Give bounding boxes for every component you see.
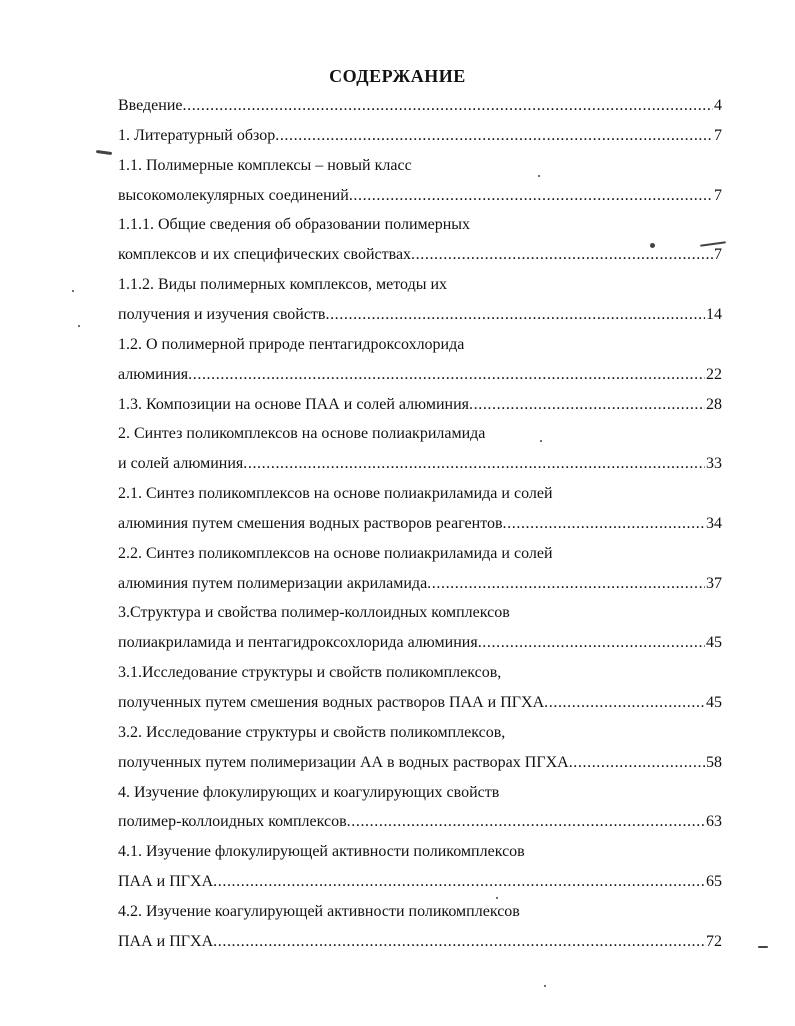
toc-line	[118, 930, 722, 954]
toc-entry-text: 3.Структура и свойства полимер-коллоидных комплексов	[118, 604, 510, 622]
dot-leader	[349, 184, 713, 208]
toc-entry-text: алюминия путем смешения водных растворов реагентов	[118, 514, 503, 532]
toc-line	[118, 184, 722, 208]
dot-leader	[569, 751, 705, 775]
toc-entry-text: полученных путем смешения водных растворов ПАА и ПГХА	[118, 694, 545, 711]
toc-entry-text: 1.2. О полимерной природе пентагидроксохлорида	[118, 335, 465, 353]
toc-entry-text: получения и изучения свойств	[118, 305, 326, 323]
toc-page-number: 28	[706, 395, 722, 413]
dot-leader	[469, 393, 705, 417]
dot-leader	[411, 243, 713, 267]
toc-entry-text: 4.1. Изучение флокулирующей активности поликомплексов	[118, 843, 525, 861]
toc-entry-text: 3.1.Исследование структуры и свойств поликомплексов,	[118, 664, 502, 682]
toc-entry-text: ПАА и ПГХА	[118, 873, 214, 891]
toc-entry-text: высокомолекулярных соединений	[118, 186, 349, 204]
toc-entry-text: ПАА и ПГХА	[118, 932, 214, 950]
toc-entry-text: 1. Литературный обзор	[118, 126, 276, 144]
toc-line	[118, 900, 722, 924]
toc-entry-text: 1.3. Композиции на основе ПАА и солей алюминия	[118, 395, 470, 413]
scan-speck	[538, 175, 540, 177]
toc-page-number: 7	[714, 126, 722, 144]
scan-speck	[72, 290, 74, 292]
toc-line	[118, 840, 722, 864]
toc-entry-text: полимер-коллоидных комплексов	[118, 813, 347, 831]
toc-page-number: 22	[706, 365, 722, 383]
toc-line	[118, 333, 722, 357]
scan-speck	[96, 150, 112, 155]
toc-line	[118, 572, 722, 596]
toc-line	[118, 661, 722, 685]
toc-page-number: 37	[706, 574, 722, 592]
dot-leader	[325, 303, 705, 327]
dot-leader	[213, 870, 705, 894]
toc-page-number: 33	[706, 455, 722, 473]
toc-page-number: 63	[706, 813, 722, 831]
toc-entry-text: 2. Синтез поликомплексов на основе полиакриламида	[118, 425, 486, 443]
toc-line	[118, 482, 722, 506]
toc-entry-text: комплексов и их специфических свойствах	[118, 246, 412, 264]
toc-line	[118, 452, 722, 476]
toc-line	[118, 422, 722, 446]
toc-line	[118, 94, 722, 118]
dot-leader	[213, 930, 705, 954]
dot-leader	[427, 572, 705, 596]
toc-line	[118, 781, 722, 805]
toc-line	[118, 870, 722, 894]
toc-entry-text: алюминия	[118, 365, 189, 383]
toc-line	[118, 751, 722, 775]
toc-entry-text: 1.1. Полимерные комплексы – новый класс	[118, 156, 412, 174]
scan-speck	[496, 897, 498, 899]
toc-entry-text: Введение	[118, 97, 183, 114]
scan-speck	[544, 985, 546, 987]
toc-line	[118, 691, 722, 715]
toc-entry-text: 3.2. Исследование структуры и свойств поликомплексов,	[118, 723, 506, 741]
toc-page-number: 72	[706, 932, 722, 950]
toc-page-number: 45	[706, 694, 722, 711]
scan-speck	[78, 325, 80, 327]
dot-leader	[275, 124, 713, 148]
dot-leader	[544, 691, 705, 715]
toc-page-number: 7	[714, 186, 722, 204]
page-title: СОДЕРЖАНИЕ	[329, 66, 466, 86]
dot-leader	[183, 94, 714, 118]
toc-entry-text: 1.1.1. Общие сведения об образовании полимерных	[118, 216, 471, 234]
dot-leader	[188, 363, 705, 387]
toc-entry-text: полученных путем полимеризации АА в водных растворах ПГХА	[118, 753, 569, 771]
toc-entry-text: алюминия путем полимеризации акриламида	[118, 574, 428, 592]
toc-page-number: 14	[706, 305, 722, 323]
toc-entry-text: и солей алюминия	[118, 455, 244, 473]
toc-entry-text: 4.2. Изучение коагулирующей активности поликомплексов	[118, 902, 520, 920]
toc-line	[118, 273, 722, 297]
scan-speck	[758, 946, 768, 948]
toc-page-number: 65	[706, 873, 722, 891]
dot-leader	[503, 512, 705, 536]
toc-entry-text: 1.1.2. Виды полимерных комплексов, методы их	[118, 276, 448, 294]
toc-page-number: 45	[706, 634, 722, 652]
toc-line	[118, 601, 722, 625]
toc-page-number: 58	[706, 753, 722, 771]
toc-entry-text: 2.2. Синтез поликомплексов на основе полиакриламида и солей	[118, 544, 553, 562]
toc-line	[118, 631, 722, 655]
toc-line	[118, 243, 722, 267]
toc-page-number: 7	[714, 246, 722, 264]
toc-line	[118, 154, 722, 178]
toc-line	[118, 303, 722, 327]
toc-line	[118, 512, 722, 536]
toc-entry-text: 4. Изучение флокулирующих и коагулирующих свойств	[118, 783, 500, 801]
toc-entry-text: 2.1. Синтез поликомплексов на основе полиакриламида и солей	[118, 485, 553, 503]
toc-line	[118, 363, 722, 387]
toc-line	[118, 721, 722, 745]
toc-page-number: 4	[714, 97, 722, 114]
dot-leader	[478, 631, 705, 655]
toc-entry-text: полиакриламида и пентагидроксохлорида алюминия	[118, 634, 478, 652]
toc-line	[118, 213, 722, 237]
scan-speck	[650, 243, 655, 248]
toc-page-number: 34	[706, 514, 722, 532]
toc-line	[118, 124, 722, 148]
toc-line	[118, 393, 722, 417]
dot-leader	[347, 810, 705, 834]
dot-leader	[243, 452, 705, 476]
scan-speck	[540, 440, 542, 442]
toc-line	[118, 542, 722, 566]
toc-line	[118, 810, 722, 834]
